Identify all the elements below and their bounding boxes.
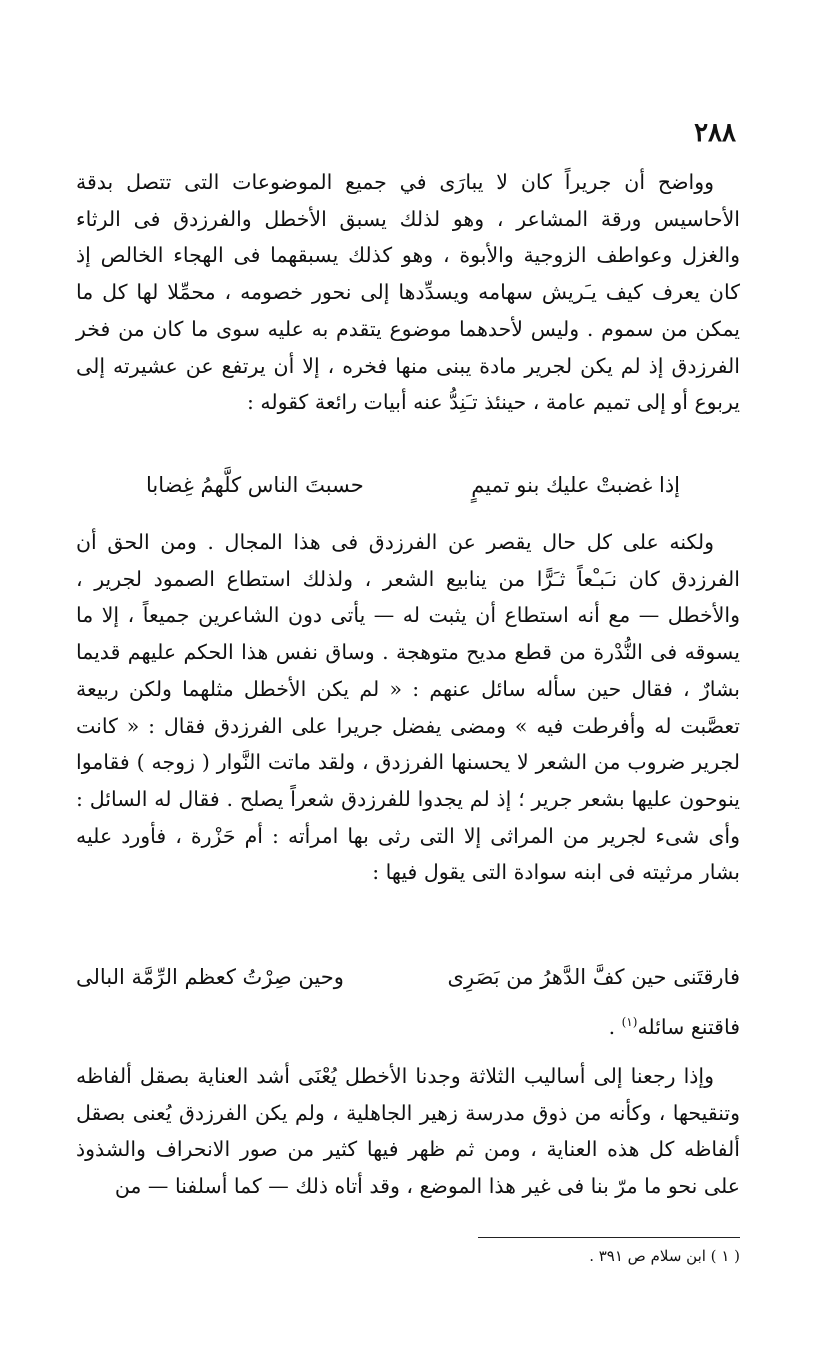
verse-tail-end: . [608, 1014, 622, 1039]
verse-2 [76, 957, 740, 997]
verse-1 [76, 465, 740, 505]
verse-tail-text: فاقتنع سائله [637, 1014, 740, 1039]
footnote-marker: (١) [621, 1015, 638, 1029]
page-number: ٢٨٨ [694, 118, 736, 148]
verse-tail [609, 1004, 740, 1045]
paragraph-1: وواضح أن جريراً كان لا يبارَى في جميع الموضوعات التى تتصل بدقة الأحاسيس ورقة المشاعر ، وهو لذلك يسبق الأخطل والفرزدق فى الرثاء والغزل وعواطف الزوجية والأبوة ، وهو كذلك يسبقهما فى الهجاء الخالص إذ كان يعرف كيف يـَريش سهامه ويسدِّدها إلى نحور خصومه ، محمِّلا لها كل ما يمكن من سموم . وليس لأحدهما موضوع يتقدم به عليه سوى ما كان من فخر الفرزدق إذ لم يكن لجرير مادة يبنى منها فخره ، إلا أن يرتفع عن عشيرته إلى يربوع أو إلى تميم عامة ، حينئذ تـَنِدُّ عنه أبيات رائعة كقوله : [76, 170, 740, 415]
footnote: ( ١ ) ابن سلام ص ٣٩١ . [589, 1247, 740, 1265]
verse-1-first-hemistich: إذا غضبتْ عليك بنو تميمٍ [471, 473, 680, 497]
verse-2-second-hemistich: وحين صِرْتُ كعظم الرِّمَّة البالى [76, 965, 344, 989]
verse-2-first-hemistich: فارقتَنى حين كفَّ الدَّهرُ من بَصَرِى [447, 965, 740, 989]
footnote-divider [478, 1237, 740, 1238]
verse-1-second-hemistich: حسبتَ الناس كلَّهمُ غِضابا [146, 473, 364, 497]
paragraph-3: وإذا رجعنا إلى أساليب الثلاثة وجدنا الأخطل يُعْنَى أشد العناية بصقل ألفاظه وتنقيحها ، وكأنه من ذوق مدرسة زهير الجاهلية ، ولم يكن الفرزدق يُعنى بصقل ألفاظه كل هذه العناية ، ومن ثم ظهر فيها كثير من صور الانحراف والشذوذ على نحو ما مرّ بنا فى غير هذا الموضع ، وقد أتاه ذلك — كما أسلفنا — من [76, 1064, 740, 1199]
paragraph-2: ولكنه على كل حال يقصر عن الفرزدق فى هذا المجال . ومن الحق أن الفرزدق كان نـَبـْعاً ثـَرًّا من ينابيع الشعر ، ولذلك استطاع الصمود لجرير ، والأخطل — مع أنه استطاع أن يثبت له — يأتى دون الشاعرين جميعاً ، إلا ما يسوقه فى النُّدْرة من قطع مديح متوهجة . وساق نفس هذا الحكم عليهم قديما بشارٌ ، فقال حين سأله سائل عنهم : « لم يكن الأخطل مثلهما ولكن ربيعة تعصَّبت له وأفرطت فيه » ومضى يفضل جريرا على الفرزدق فقال : « كانت لجرير ضروب من الشعر لا يحسنها الفرزدق ، ولقد ماتت النَّوار ( زوجه ) فقاموا ينوحون عليها بشعر جرير ؛ إذ لم يجدوا للفرزدق شعراً يصلح . فقال له السائل : وأى شىء لجرير من المراثى إلا التى رثى بها امرأته : أم حَزْرة ، فأورد عليه بشار مرثيته فى ابنه سوادة التى يقول فيها : [76, 530, 740, 885]
